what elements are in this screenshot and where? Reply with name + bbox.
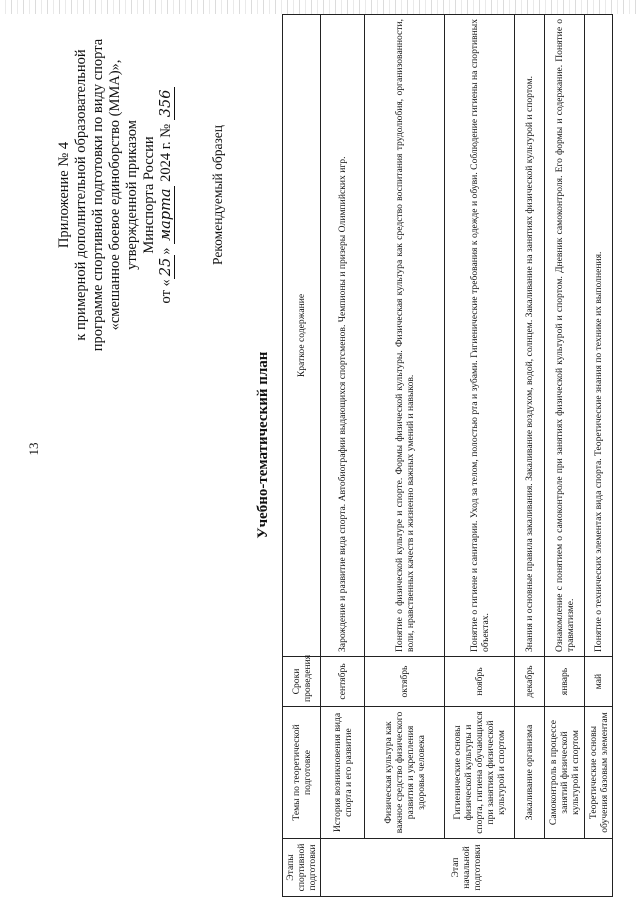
appendix-line: «смешанное боевое единоборство (ММА)», [107,59,123,331]
date-prefix: от « [158,279,174,304]
appendix-line: программе спортивной подготовки по виду спорта [90,38,106,352]
plan-title: Учебно-тематический план [255,351,271,539]
appendix-line: утвержденной приказом [124,120,140,270]
order-number-handwritten: 356 [159,87,175,121]
date-month-handwritten: марта [159,186,175,244]
table-row [321,15,365,897]
date-year: 2024 г. № [158,120,174,186]
table-row [365,15,445,897]
table-row [445,15,515,897]
topic-cell: Самоконтроль в процессе занятий физической культурой и спортом [545,707,585,839]
header-stage: Этапы спортивной подготовки [283,839,321,897]
appendix-header [56,30,175,360]
content-cell: Знания и основные правила закаливания. Закаливание воздухом, водой, солнцем. Закаливание на занятиях физической культурой и спортом. [515,15,545,657]
term-cell: октябрь [365,657,445,707]
order-date-line [158,30,175,360]
header-content: Краткое содержание [283,15,321,657]
content-cell: Понятие о технических элементах вида спорта. Теоретические знания по технике их выполнения. [585,15,613,657]
table-row [515,15,545,897]
appendix-line: Минспорта России [141,136,157,254]
date-day-handwritten: 25 [159,255,175,279]
table-header-row [283,15,321,897]
header-terms: Сроки проведения [283,657,321,707]
content-cell: Понятие о физической культуре и спорте. Формы физической культуры. Физическая культура как средство воспитания трудолюбия, организованности, воли, нравственных качеств и жизненно важных умений и навыков. [365,15,445,657]
appendix-line: к примерной дополнительной образовательной [73,49,89,341]
term-cell: январь [545,657,585,707]
table-row [585,15,613,897]
term-cell: декабрь [515,657,545,707]
stage-cell: Этап начальной подготовки [321,839,613,897]
topic-cell: Закаливание организма [515,707,545,839]
topic-cell: Теоретические основы обучения базовым элементам [585,707,613,839]
term-cell: сентябрь [321,657,365,707]
content-cell: Зарождение и развитие вида спорта. Автобиографии выдающихся спортсменов. Чемпионы и призеры Олимпийских игр. [321,15,365,657]
appendix-line: Приложение № 4 [56,141,72,249]
topic-cell: Гигиенические основы физической культуры и спорта, гигиена обучающихся при занятиях физической культурой и спортом [445,707,515,839]
term-cell: май [585,657,613,707]
content-cell: Понятие о гигиене и санитарии. Уход за телом, полостью рта и зубами. Гигиенические требования к одежде и обуви. Соблюдение гигиены на спортивных объектах. [445,15,515,657]
content-cell: Ознакомление с понятием о самоконтроле при занятиях физической культурой и спортом. Дневник самоконтроля. Его формы и содержание. Понятие о травматизме. [545,15,585,657]
topic-cell: История возникновения вида спорта и его развитие [321,707,365,839]
sample-label: Рекомендуемый образец [210,125,225,266]
header-topic: Темы по теоретической подготовке [283,707,321,839]
page-number: 13 [26,442,41,456]
date-mid: » [158,243,174,255]
table-row [545,15,585,897]
term-cell: ноябрь [445,657,515,707]
topic-cell: Физическая культура как важное средство физического развития и укрепления здоровья человека [365,707,445,839]
plan-table [282,14,613,897]
